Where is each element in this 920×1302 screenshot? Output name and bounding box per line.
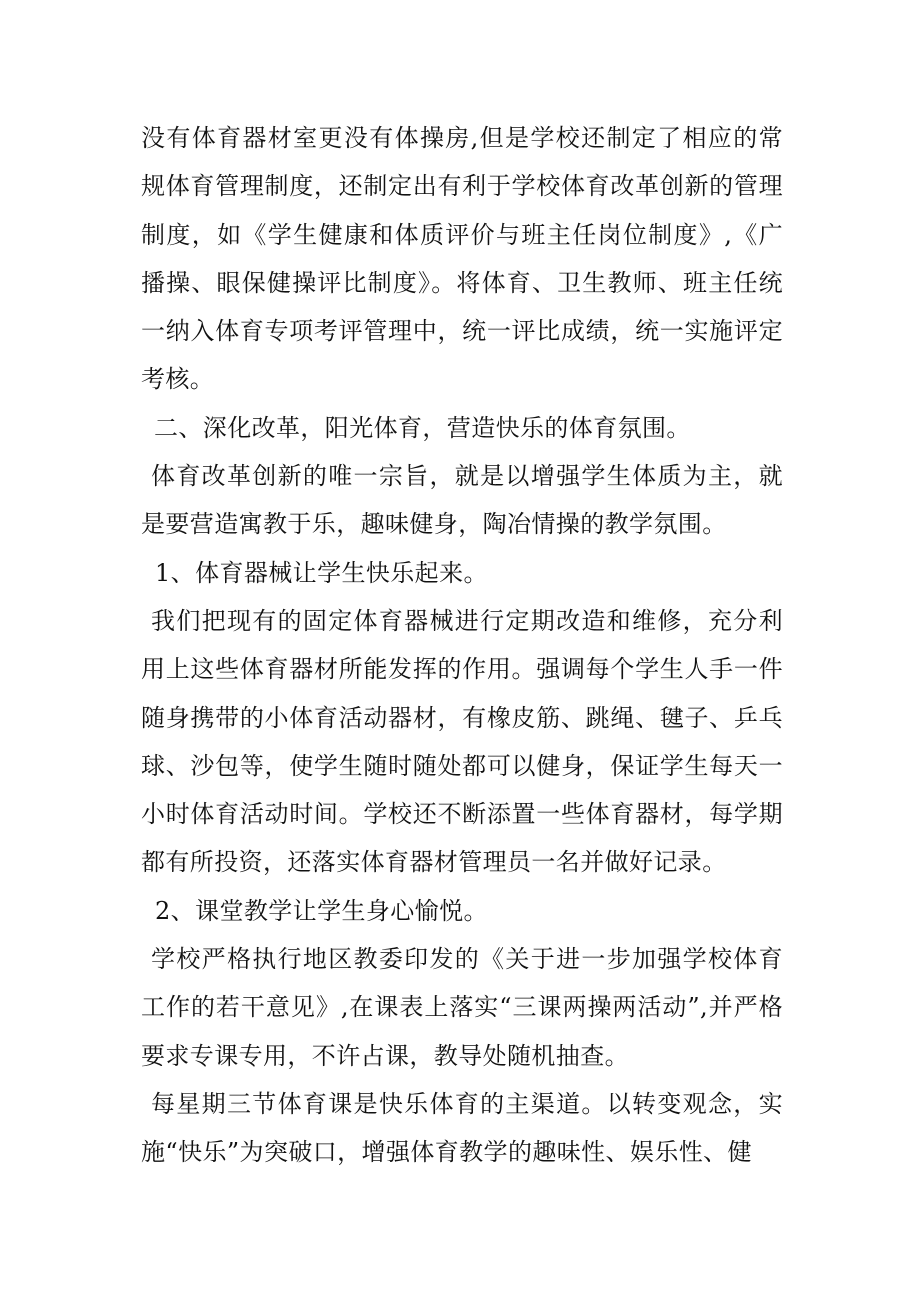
section-heading-deepen-reform: 二、深化改革，阳光体育，营造快乐的体育氛围。 <box>154 413 691 442</box>
paragraph-equipment: 我们把现有的固定体育器械进行定期改造和维修，充分利用上这些体育器材所能发挥的作用。强调每个学生人手一件随身携带的小体育活动器材，有橡皮筋、跳绳、毽子、乒乓球、沙包等，使学生随时随处都可以健身，保证学生每天一小时体育活动时间。学校还不断添置一些体育器材，每学期都有所投资，还落实体育器材管理员一名并做好记录。 <box>141 606 783 877</box>
subheading-classroom-teaching: 2、课堂教学让学生身心愉悦。 <box>155 896 488 925</box>
paragraph-pe-classes: 每星期三节体育课是快乐体育的主渠道。以转变观念，实施“快乐”为突破口，增强体育教学的趣味性、娱乐性、健 <box>141 1089 783 1167</box>
paragraph-management-system: 没有体育器材室更没有体操房,但是学校还制定了相应的常规体育管理制度，还制定出有利于学校体育改革创新的管理制度，如《学生健康和体质评价与班主任岗位制度》,《广播操、眼保健操评比制度》。将体育、卫生教师、班主任统一纳入体育专项考评管理中，统一评比成绩，统一实施评定考核。 <box>141 124 783 394</box>
document-body <box>141 114 783 1177</box>
paragraph-classroom-policy: 学校严格执行地区教委印发的《关于进一步加强学校体育工作的若干意见》,在课表上落实“三课两操两活动”,并严格要求专课专用，不许占课，教导处随机抽查。 <box>141 945 783 1070</box>
paragraph-reform-purpose: 体育改革创新的唯一宗旨，就是以增强学生体质为主，就是要营造寓教于乐，趣味健身，陶冶情操的教学氛围。 <box>141 462 783 539</box>
subheading-equipment: 1、体育器械让学生快乐起来。 <box>155 558 488 587</box>
